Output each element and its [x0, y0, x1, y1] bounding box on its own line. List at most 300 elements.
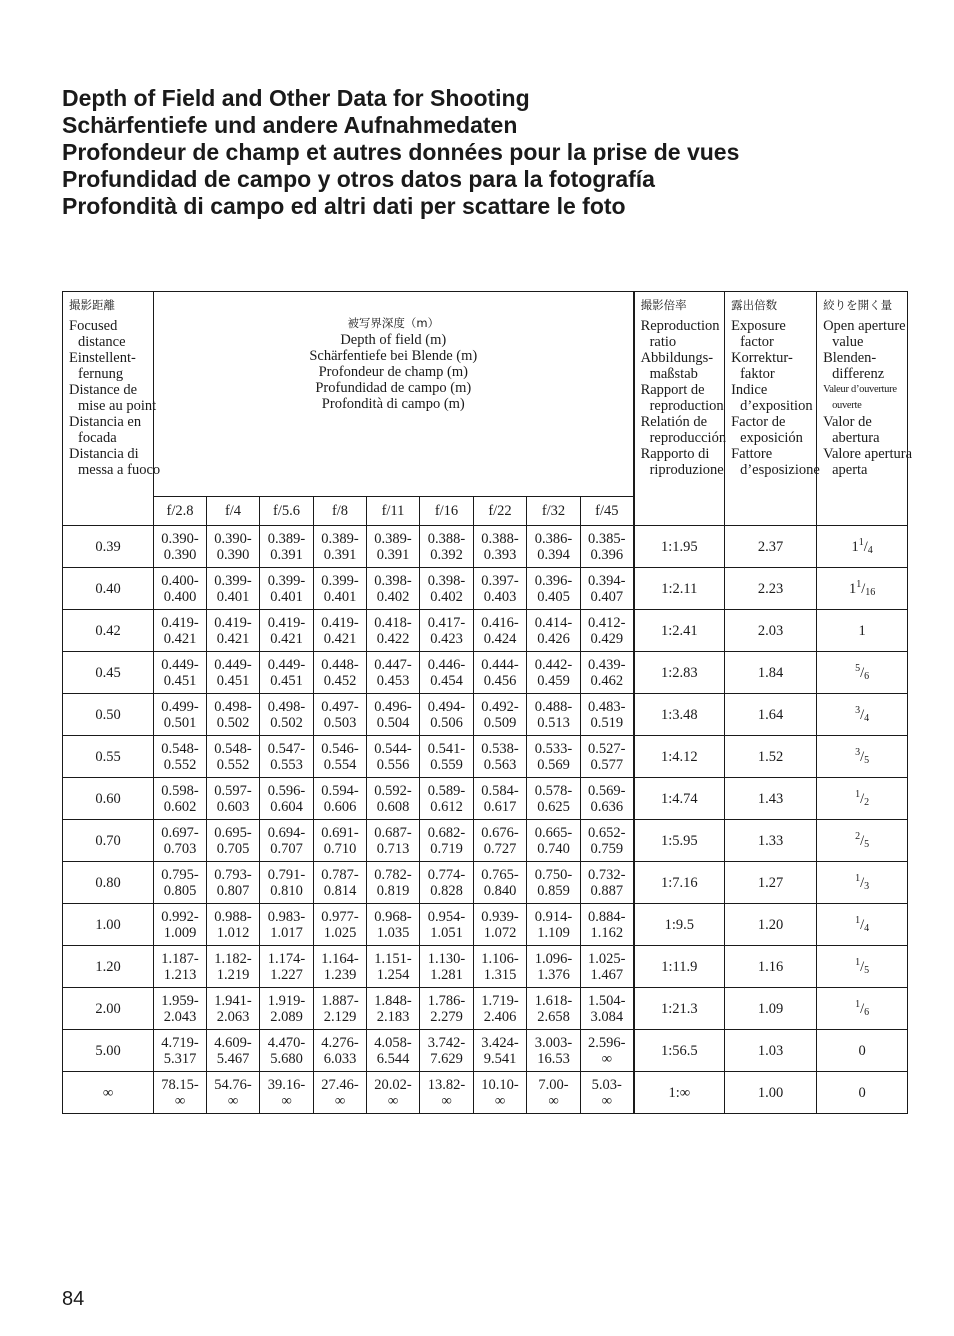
open-aperture-cell [817, 820, 908, 862]
dof-far: 0.814 [323, 882, 357, 899]
depth-of-field-cell [207, 568, 260, 610]
dof-far: 0.513 [537, 714, 570, 731]
depth-of-field-cell [367, 1072, 420, 1114]
dof-near: 0.494- [427, 698, 466, 715]
dof-near: 2.596- [588, 1034, 626, 1051]
header-focused-distance [63, 292, 161, 526]
dof-near: 0.547- [267, 740, 306, 757]
dof-near: 0.416- [481, 614, 519, 631]
exposure-factor-cell: 1.33 [725, 820, 817, 862]
dof-far: 1.162 [590, 924, 624, 941]
header-dof-line: Profundidad de campo (m) [315, 380, 472, 396]
dof-far: 0.559 [430, 756, 463, 773]
dof-far: 6.033 [323, 1050, 357, 1067]
dof-near: 1.025- [588, 950, 626, 967]
header-line: exposición [740, 430, 803, 446]
dof-far: 2.089 [270, 1008, 303, 1025]
depth-of-field-cell [527, 820, 581, 862]
header-line: Indice [731, 382, 768, 398]
dof-far: 5.680 [270, 1050, 303, 1067]
dof-far: 0.719 [430, 840, 463, 857]
depth-of-field-cell [420, 946, 474, 988]
dof-near: 0.412- [588, 614, 626, 631]
header-line: Focused [69, 318, 118, 334]
dof-far: 0.400 [163, 588, 197, 605]
dof-near: 0.914- [534, 908, 573, 925]
dof-near: 0.592- [374, 782, 412, 799]
open-aperture-value [855, 914, 870, 934]
dof-far: 0.740 [537, 840, 570, 857]
dof-near: 0.442- [534, 656, 573, 673]
dof-near: 0.449- [267, 656, 306, 673]
depth-of-field-cell [154, 652, 207, 694]
depth-of-field-cell [367, 862, 420, 904]
dof-near: 0.977- [321, 908, 359, 925]
exposure-factor-cell: 1.00 [725, 1072, 817, 1114]
table-row [63, 610, 908, 652]
header-dof-line: Profondità di campo (m) [321, 396, 465, 412]
depth-of-field-cell [420, 526, 474, 568]
dof-near: 0.419- [321, 614, 359, 631]
header-line: d’exposition [740, 398, 813, 414]
open-aperture-value [858, 1085, 865, 1101]
header-exposure-factor [725, 292, 820, 526]
dof-near: 0.697- [161, 824, 199, 841]
dof-near: 0.992- [161, 908, 199, 925]
dof-near: 0.652- [588, 824, 626, 841]
dof-near: 1.106- [481, 950, 519, 967]
open-aperture-denominator: 16 [865, 586, 876, 598]
dof-far: 0.390 [163, 546, 197, 563]
open-aperture-cell [817, 778, 908, 820]
header-line: focada [78, 430, 117, 446]
header-open-aperture [817, 292, 913, 526]
depth-of-field-cell [420, 694, 474, 736]
depth-of-field-cell [527, 736, 581, 778]
dof-far: 0.552 [163, 756, 197, 773]
header-ratio-ja: 撮影倍率 [640, 298, 687, 312]
dof-far: 0.401 [270, 588, 303, 605]
dof-near: 0.596- [267, 782, 306, 799]
open-aperture-cell [817, 1072, 908, 1114]
dof-near: 0.498- [214, 698, 252, 715]
dof-far: 1.239 [323, 966, 357, 983]
dof-near: 1.096- [534, 950, 573, 967]
open-aperture-value [855, 704, 870, 724]
depth-of-field-cell [314, 610, 367, 652]
dof-near: 1.887- [321, 992, 359, 1009]
depth-of-field-cell [527, 610, 581, 652]
reproduction-ratio-cell: 1:4.74 [634, 778, 725, 820]
dof-near: 0.682- [427, 824, 466, 841]
dof-near: 0.594- [321, 782, 359, 799]
dof-near: 0.396- [534, 572, 573, 589]
dof-near: 0.954- [427, 908, 466, 925]
header-line: Valeur d’ouverture [823, 384, 897, 395]
depth-of-field-cell [207, 610, 260, 652]
dof-near: 0.750- [534, 866, 573, 883]
depth-of-field-cell [314, 1072, 367, 1114]
open-aperture-value [855, 830, 870, 850]
depth-of-field-cell [367, 1030, 420, 1072]
dof-near: 0.398- [374, 572, 412, 589]
depth-of-field-cell [154, 778, 207, 820]
depth-of-field-cell [527, 568, 581, 610]
depth-of-field-cell [527, 526, 581, 568]
fraction-slash: / [860, 958, 865, 975]
dof-far: 0.453 [376, 672, 410, 689]
dof-far: 0.396 [590, 546, 624, 563]
depth-of-field-cell [367, 694, 420, 736]
dof-near: 27.46- [321, 1076, 359, 1093]
dof-near: 1.182- [214, 950, 252, 967]
depth-of-field-cell [154, 1072, 207, 1114]
exposure-factor-cell: 1.52 [725, 736, 817, 778]
dof-far: 0.401 [323, 588, 357, 605]
depth-of-field-cell [581, 610, 634, 652]
dof-near: 0.983- [267, 908, 306, 925]
dof-near: 4.276- [321, 1034, 359, 1051]
dof-far: ∞ [174, 1092, 186, 1109]
table-row [63, 568, 908, 610]
reproduction-ratio-cell: 1:5.95 [634, 820, 725, 862]
dof-far: 1.072 [483, 924, 517, 941]
dof-far: 0.401 [216, 588, 250, 605]
dof-near: 0.497- [321, 698, 359, 715]
depth-of-field-cell [527, 862, 581, 904]
dof-near: 10.10- [481, 1076, 519, 1093]
dof-near: 3.424- [481, 1034, 519, 1051]
depth-of-field-cell [314, 736, 367, 778]
depth-of-field-cell [207, 946, 260, 988]
depth-of-field-cell [420, 568, 474, 610]
dof-far: 0.612 [430, 798, 463, 815]
depth-of-field-cell [260, 904, 314, 946]
open-aperture-cell [817, 1030, 908, 1072]
dof-near: 0.527- [588, 740, 626, 757]
open-aperture-whole: 1 [848, 580, 857, 597]
dof-far: 0.819 [376, 882, 410, 899]
dof-far: 0.392 [430, 546, 463, 563]
exposure-factor-cell: 1.09 [725, 988, 817, 1030]
depth-of-field-cell [154, 988, 207, 1030]
dof-far: 0.393 [483, 546, 517, 563]
open-aperture-cell [817, 862, 908, 904]
dof-near: 0.968- [374, 908, 412, 925]
dof-far: 0.553 [270, 756, 303, 773]
dof-far: 2.043 [163, 1008, 197, 1025]
header-line: aperta [832, 462, 868, 478]
aperture-header-cell: f/4 [207, 497, 260, 526]
open-aperture-denominator: 4 [867, 544, 873, 556]
dof-near: 78.15- [161, 1076, 199, 1093]
dof-far: 0.577 [590, 756, 624, 773]
exposure-factor-cell: 1.27 [725, 862, 817, 904]
depth-of-field-cell [207, 526, 260, 568]
depth-of-field-cell [207, 904, 260, 946]
dof-near: 0.483- [588, 698, 626, 715]
dof-near: 0.399- [321, 572, 359, 589]
dof-near: 0.492- [481, 698, 519, 715]
header-line: d’esposizione [740, 462, 820, 478]
dof-far: 2.183 [376, 1008, 410, 1025]
table-row [63, 694, 908, 736]
reproduction-ratio-cell: 1:11.9 [634, 946, 725, 988]
dof-far: 0.604 [270, 798, 303, 815]
header-line: Distancia di [69, 446, 139, 462]
reproduction-ratio-cell: 1:7.16 [634, 862, 725, 904]
header-line: Reproduction [640, 318, 720, 334]
depth-of-field-cell [260, 1030, 314, 1072]
header-dof-line: Schärfentiefe bei Blende (m) [309, 348, 478, 364]
dof-near: 0.498- [267, 698, 306, 715]
table-row [63, 862, 908, 904]
dof-near: 0.578- [534, 782, 573, 799]
dof-near: 0.419- [267, 614, 306, 631]
header-line: Exposure [731, 318, 786, 334]
depth-of-field-cell [581, 1072, 634, 1114]
header-line: distance [78, 334, 126, 350]
dof-far: 0.391 [270, 546, 303, 563]
reproduction-ratio-cell: 1:21.3 [634, 988, 725, 1030]
fraction-slash: / [860, 1000, 865, 1017]
depth-of-field-cell [154, 610, 207, 652]
dof-near: 4.609- [214, 1034, 252, 1051]
header-line: Distancia en [69, 414, 142, 430]
fraction-slash: / [860, 748, 865, 765]
dof-near: 0.388- [427, 530, 466, 547]
aperture-header-cell: f/22 [474, 497, 527, 526]
dof-far: 0.569 [537, 756, 570, 773]
aperture-header-cell: f/5.6 [260, 497, 314, 526]
header-line: Valore apertura [823, 446, 913, 462]
dof-far: 0.636 [590, 798, 624, 815]
open-aperture-value [855, 662, 870, 682]
dof-near: 0.385- [588, 530, 626, 547]
open-aperture-cell [817, 736, 908, 778]
dof-near: 13.82- [427, 1076, 466, 1093]
open-aperture-numerator: 5 [855, 662, 861, 674]
header-line: factor [740, 334, 774, 350]
dof-near: 0.398- [427, 572, 466, 589]
dof-near: 0.732- [588, 866, 626, 883]
dof-far: 0.807 [216, 882, 250, 899]
table-row [63, 652, 908, 694]
dof-near: 1.941- [214, 992, 252, 1009]
dof-near: 0.394- [588, 572, 626, 589]
dof-near: 0.414- [534, 614, 573, 631]
open-aperture-cell [817, 652, 908, 694]
header-line: value [832, 334, 864, 350]
dof-far: 0.502 [216, 714, 250, 731]
dof-far: 2.129 [323, 1008, 357, 1025]
dof-near: 0.687- [374, 824, 412, 841]
dof-far: 0.759 [590, 840, 624, 857]
aperture-header-cell: f/11 [367, 497, 420, 526]
depth-of-field-cell [367, 610, 420, 652]
header-line: Distance de [69, 382, 138, 398]
dof-far: 1.051 [430, 924, 463, 941]
dof-near: 0.765- [481, 866, 519, 883]
dof-far: 0.407 [590, 588, 624, 605]
header-line: Einstellent- [69, 350, 136, 366]
open-aperture-denominator: 4 [864, 922, 870, 934]
depth-of-field-cell [474, 778, 527, 820]
depth-of-field-cell [367, 988, 420, 1030]
header-line: maßstab [649, 366, 698, 382]
header-line: reproducción [649, 430, 727, 446]
dof-far: 2.658 [537, 1008, 570, 1025]
dof-near: 0.569- [588, 782, 626, 799]
dof-far: 0.828 [430, 882, 463, 899]
depth-of-field-cell [367, 526, 420, 568]
header-dof-line: Profondeur de champ (m) [318, 364, 468, 380]
dof-far: ∞ [601, 1050, 612, 1067]
fraction-slash: / [860, 832, 865, 849]
depth-of-field-cell [581, 946, 634, 988]
header-line: ratio [649, 334, 677, 350]
dof-far: 1.219 [216, 966, 250, 983]
depth-of-field-cell [260, 610, 314, 652]
dof-far: 16.53 [537, 1050, 570, 1067]
dof-near: 0.793- [214, 866, 252, 883]
depth-of-field-cell [420, 904, 474, 946]
dof-near: 0.419- [214, 614, 252, 631]
dof-far: 6.544 [376, 1050, 410, 1067]
depth-of-field-cell [260, 862, 314, 904]
dof-near: 5.03- [591, 1076, 622, 1093]
focused-distance-cell: 0.70 [63, 820, 154, 862]
dof-near: 1.187- [161, 950, 199, 967]
open-aperture-numerator: 1 [855, 998, 861, 1010]
open-aperture-whole: 0 [858, 1042, 866, 1059]
open-aperture-value [855, 998, 870, 1018]
dof-near: 1.130- [427, 950, 466, 967]
dof-near: 0.544- [374, 740, 412, 757]
dof-far: ∞ [494, 1092, 506, 1109]
depth-of-field-cell [207, 694, 260, 736]
page-number: 84 [62, 1288, 85, 1310]
dof-near: 0.439- [588, 656, 626, 673]
dof-near: 0.399- [267, 572, 306, 589]
depth-of-field-cell [314, 904, 367, 946]
dof-far: 9.541 [483, 1050, 517, 1067]
header-line: Rapporto di [640, 446, 710, 462]
table-body [63, 292, 913, 1114]
table-row [63, 778, 908, 820]
dof-far: 0.391 [323, 546, 357, 563]
dof-near: 0.418- [374, 614, 412, 631]
dof-far: 1.012 [216, 924, 250, 941]
exposure-factor-cell: 2.23 [725, 568, 817, 610]
depth-of-field-cell [154, 1030, 207, 1072]
dof-near: 0.447- [374, 656, 412, 673]
dof-far: 0.451 [163, 672, 197, 689]
dof-near: 0.499- [161, 698, 199, 715]
dof-near: 0.448- [321, 656, 359, 673]
dof-near: 0.400- [161, 572, 199, 589]
depth-of-field-cell [314, 694, 367, 736]
dof-near: 0.538- [481, 740, 519, 757]
table-row [63, 736, 908, 778]
header-exposure-lines [731, 318, 820, 478]
depth-of-field-cell [314, 946, 367, 988]
dof-far: 0.405 [537, 588, 570, 605]
open-aperture-value [855, 872, 870, 892]
aperture-header-cell: f/8 [314, 497, 367, 526]
open-aperture-numerator: 3 [855, 746, 861, 758]
dof-far: 0.452 [323, 672, 357, 689]
header-line: Rapport de [640, 382, 705, 398]
dof-near: 0.444- [481, 656, 519, 673]
open-aperture-value [848, 578, 876, 598]
reproduction-ratio-cell: 1:56.5 [634, 1030, 725, 1072]
dof-near: 0.548- [161, 740, 199, 757]
dof-far: ∞ [548, 1092, 559, 1109]
header-line: mise au point [78, 398, 157, 414]
depth-of-field-cell [581, 526, 634, 568]
focused-distance-cell: 0.45 [63, 652, 154, 694]
depth-of-field-cell [474, 610, 527, 652]
header-line: fernung [78, 366, 124, 382]
open-aperture-numerator: 3 [855, 704, 861, 716]
dof-near: 1.959- [161, 992, 199, 1009]
dof-near: 4.470- [267, 1034, 306, 1051]
dof-far: 0.859 [537, 882, 570, 899]
depth-of-field-cell [367, 904, 420, 946]
open-aperture-denominator: 5 [864, 838, 870, 850]
dof-far: 0.501 [163, 714, 197, 731]
dof-near: 0.782- [374, 866, 412, 883]
depth-of-field-cell [367, 652, 420, 694]
depth-of-field-cell [581, 736, 634, 778]
focused-distance-cell: 1.20 [63, 946, 154, 988]
open-aperture-denominator: 5 [864, 754, 870, 766]
depth-of-field-cell [314, 778, 367, 820]
depth-of-field-cell [581, 988, 634, 1030]
depth-of-field-table [62, 291, 913, 1114]
dof-far: 2.279 [430, 1008, 463, 1025]
open-aperture-numerator: 1 [858, 536, 864, 548]
title-english: Depth of Field and Other Data for Shooting [62, 85, 530, 111]
header-line: abertura [832, 430, 880, 446]
header-line: ouverte [832, 400, 862, 411]
depth-of-field-cell [314, 988, 367, 1030]
table-row [63, 1072, 908, 1114]
depth-of-field-cell [207, 862, 260, 904]
dof-far: 0.502 [270, 714, 303, 731]
depth-of-field-cell [527, 904, 581, 946]
open-aperture-denominator: 6 [864, 1006, 870, 1018]
table-row [63, 526, 908, 568]
title-german: Schärfentiefe und andere Aufnahmedaten [62, 112, 518, 138]
dof-near: 0.676- [481, 824, 519, 841]
dof-near: 0.598- [161, 782, 199, 799]
dof-near: 0.397- [481, 572, 519, 589]
dof-near: 1.848- [374, 992, 412, 1009]
header-aperture-ja: 絞りを開く量 [823, 298, 893, 312]
header-line: messa a fuoco [78, 462, 161, 478]
depth-of-field-cell [474, 946, 527, 988]
focused-distance-cell: 0.80 [63, 862, 154, 904]
depth-of-field-cell [314, 526, 367, 568]
focused-distance-cell: 0.60 [63, 778, 154, 820]
dof-far: ∞ [441, 1092, 452, 1109]
dof-far: 0.394 [537, 546, 570, 563]
header-row [63, 292, 908, 497]
dof-far: 0.840 [483, 882, 517, 899]
dof-near: 0.496- [374, 698, 412, 715]
